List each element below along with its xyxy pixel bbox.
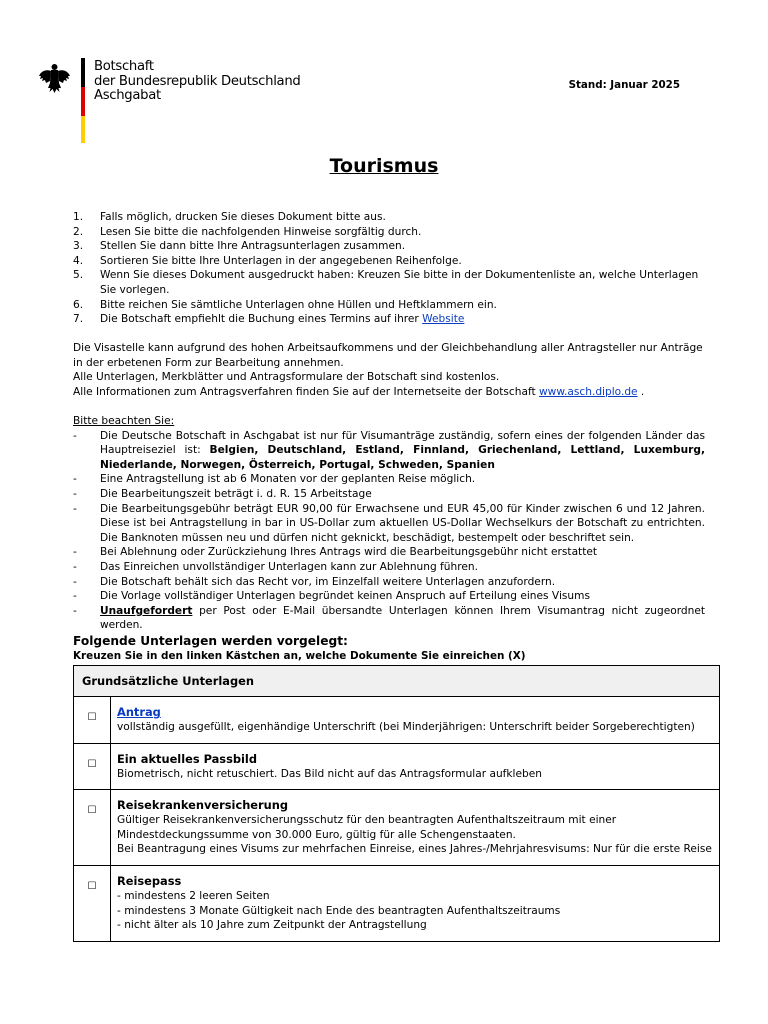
notice-text: Das Einreichen unvollständiger Unterlagen kann zur Ablehnung führen. bbox=[100, 560, 478, 573]
step-number: 7. bbox=[73, 313, 84, 326]
embassy-website-link[interactable]: www.asch.diplo.de bbox=[539, 385, 638, 398]
step-text: Falls möglich, drucken Sie dieses Dokument bitte aus. bbox=[100, 211, 386, 223]
embassy-line-1: Botschaft bbox=[94, 59, 154, 74]
documents-section bbox=[73, 633, 705, 663]
notice-list bbox=[73, 429, 705, 633]
dash: - bbox=[73, 487, 77, 500]
row-description: Gültiger Reisekrankenversicherungsschutz für den beantragten Aufenthaltszeitraum mit einer Mindestdeckungssumme von 30.000 Euro, gültig für alle Schengenstaaten. bbox=[117, 814, 617, 841]
row-content bbox=[111, 865, 720, 941]
intro-text bbox=[73, 341, 705, 399]
step-text-lead: Die Botschaft empfiehlt die Buchung eines Termins auf ihrer bbox=[100, 313, 423, 326]
notice-heading: Bitte beachten Sie: bbox=[73, 415, 175, 427]
notice-text-lead: Die Deutsche Botschaft in Aschgabat ist nur für Visumanträge zuständig, sofern eines der folgenden Länder das Hauptreiseziel ist: bbox=[100, 429, 705, 457]
dash: - bbox=[73, 590, 77, 603]
step-number: 5. bbox=[73, 269, 84, 282]
notice-text: Die Vorlage vollständiger Unterlagen begründet keinen Anspruch auf Erteilung eines Visums bbox=[100, 590, 590, 603]
federal-eagle-icon bbox=[38, 62, 71, 94]
step-number: 3. bbox=[73, 240, 84, 253]
step-text: Bitte reichen Sie sämtliche Unterlagen ohne Hüllen und Heftklammern ein. bbox=[100, 298, 497, 311]
dash: - bbox=[73, 575, 77, 588]
row-content bbox=[111, 790, 720, 866]
list-item bbox=[73, 312, 705, 327]
table-row bbox=[74, 697, 720, 744]
flag-gold-stripe bbox=[81, 116, 85, 143]
country-list: Belgien, Deutschland, Estland, Finnland, Griechenland, Lettland, Luxemburg, Niederlande, Norwegen, Österreich, Portugal, Schweden, Spanien bbox=[100, 444, 705, 471]
list-item bbox=[73, 225, 705, 240]
flag-bar bbox=[81, 58, 85, 143]
embassy-name bbox=[94, 60, 300, 104]
step-text: Wenn Sie dieses Dokument ausgedruckt haben: Kreuzen Sie bitte in der Dokumentenliste an, welche Unterlagen Sie vorlegen. bbox=[100, 269, 699, 296]
step-number: 4. bbox=[73, 254, 84, 267]
table-row bbox=[74, 743, 720, 790]
row-title bbox=[117, 704, 713, 720]
notice-text bbox=[100, 429, 705, 473]
row-content bbox=[111, 697, 720, 744]
list-item bbox=[73, 502, 705, 546]
website-link[interactable]: Website bbox=[422, 313, 465, 326]
dash: - bbox=[73, 560, 77, 573]
row-content bbox=[111, 743, 720, 790]
intro-text-tail: . bbox=[637, 385, 645, 398]
intro-text-lead: Alle Informationen zum Antragsverfahren finden Sie auf der Internetseite der Botschaft bbox=[73, 385, 540, 398]
document-date: Stand: Januar 2025 bbox=[568, 79, 680, 91]
page-title: Tourismus bbox=[329, 155, 439, 177]
document-checklist-table bbox=[73, 665, 720, 942]
step-text bbox=[100, 312, 464, 327]
embassy-line-3: Aschgabat bbox=[94, 88, 161, 103]
row-title: Ein aktuelles Passbild bbox=[117, 751, 257, 766]
list-item bbox=[73, 239, 705, 254]
list-item bbox=[73, 429, 705, 473]
row-title: Reisepass bbox=[117, 873, 182, 888]
notice-text: Die Botschaft behält sich das Recht vor, im Einzelfall weitere Unterlagen anzufordern. bbox=[100, 575, 556, 588]
step-text: Sortieren Sie bitte Ihre Unterlagen in der angegebenen Reihenfolge. bbox=[100, 254, 462, 267]
notice-text: Bei Ablehnung oder Zurückziehung Ihres Antrags wird die Bearbeitungsgebühr nicht erstattet bbox=[100, 546, 598, 559]
step-number: 6. bbox=[73, 298, 84, 311]
embassy-line-2: der Bundesrepublik Deutschland bbox=[94, 73, 301, 89]
list-item bbox=[73, 298, 705, 313]
list-item bbox=[73, 268, 705, 297]
table-row bbox=[74, 865, 720, 941]
intro-paragraph bbox=[73, 385, 705, 400]
dash: - bbox=[73, 473, 77, 486]
dash: - bbox=[73, 604, 77, 617]
list-item bbox=[73, 545, 705, 560]
flag-red-stripe bbox=[81, 87, 85, 116]
list-item bbox=[73, 487, 705, 502]
instruction-list bbox=[73, 210, 705, 327]
notice-text: Die Bearbeitungsgebühr beträgt EUR 90,00 für Erwachsene und EUR 45,00 für Kinder zwischen 6 und 12 Jahren. Diese ist bei Antragstellung in bar in US-Dollar zum aktuellen US-Dollar Wechselkurs der Botschaft zu entrichten. Die Banknoten müssen neu und dürfen nicht geknickt, beschädigt, bestempelt oder beschriftet sein. bbox=[100, 502, 705, 544]
step-number: 1. bbox=[73, 211, 84, 223]
intro-paragraph: Alle Unterlagen, Merkblätter und Antragsformulare der Botschaft sind kostenlos. bbox=[73, 371, 500, 384]
section-heading: Folgende Unterlagen werden vorgelegt: bbox=[73, 634, 348, 648]
row-description: - nicht älter als 10 Jahre zum Zeitpunkt der Antragstellung bbox=[117, 919, 427, 932]
checkbox[interactable]: ☐ bbox=[74, 743, 111, 790]
section-subheading: Kreuzen Sie in den linken Kästchen an, welche Dokumente Sie einreichen (X) bbox=[73, 650, 526, 662]
notice-text bbox=[100, 604, 705, 633]
notice-section bbox=[73, 414, 705, 633]
checkbox[interactable]: ☐ bbox=[74, 790, 111, 866]
intro-paragraph: Die Visastelle kann aufgrund des hohen Arbeitsaufkommens und der Gleichbehandlung aller Antragsteller nur Anträge in der erbetenen Form zur Bearbeitung annehmen. bbox=[73, 342, 703, 369]
row-description: - mindestens 2 leeren Seiten bbox=[117, 889, 270, 902]
table-header-row bbox=[74, 666, 720, 697]
list-item bbox=[73, 254, 705, 269]
step-number: 2. bbox=[73, 225, 84, 238]
notice-emphasis: Unaufgefordert bbox=[100, 604, 193, 617]
list-item bbox=[73, 472, 705, 487]
antrag-link[interactable]: Antrag bbox=[117, 705, 161, 719]
dash: - bbox=[73, 429, 77, 442]
row-description: Biometrisch, nicht retuschiert. Das Bild nicht auf das Antragsformular aufkleben bbox=[117, 767, 542, 780]
step-text: Stellen Sie dann bitte Ihre Antragsunterlagen zusammen. bbox=[100, 240, 406, 253]
row-title: Reisekrankenversicherung bbox=[117, 798, 289, 813]
checkbox[interactable]: ☐ bbox=[74, 697, 111, 744]
list-item bbox=[73, 604, 705, 633]
list-item bbox=[73, 210, 705, 225]
checkbox[interactable]: ☐ bbox=[74, 865, 111, 941]
notice-text: Die Bearbeitungszeit beträgt i. d. R. 15 Arbeitstage bbox=[100, 487, 372, 500]
notice-text: Eine Antragstellung ist ab 6 Monaten vor der geplanten Reise möglich. bbox=[100, 473, 476, 486]
dash: - bbox=[73, 546, 77, 559]
list-item bbox=[73, 575, 705, 590]
row-description: vollständig ausgefüllt, eigenhändige Unterschrift (bei Minderjährigen: Unterschrift beider Sorgeberechtigten) bbox=[117, 721, 695, 733]
row-description: - mindestens 3 Monate Gültigkeit nach Ende des beantragten Aufenthaltszeitraums bbox=[117, 904, 561, 917]
row-description: Bei Beantragung eines Visums zur mehrfachen Einreise, eines Jahres-/Mehrjahresvisums: Nur für die erste Reise bbox=[117, 843, 712, 856]
table-row bbox=[74, 790, 720, 866]
step-text: Lesen Sie bitte die nachfolgenden Hinweise sorgfältig durch. bbox=[100, 225, 422, 238]
notice-text-tail: per Post oder E-Mail übersandte Unterlagen können Ihrem Visumantrag nicht zugeordnet werden. bbox=[100, 604, 705, 632]
list-item bbox=[73, 589, 705, 604]
flag-black-stripe bbox=[81, 58, 85, 87]
dash: - bbox=[73, 502, 77, 515]
list-item bbox=[73, 560, 705, 575]
table-header: Grundsätzliche Unterlagen bbox=[74, 666, 720, 697]
